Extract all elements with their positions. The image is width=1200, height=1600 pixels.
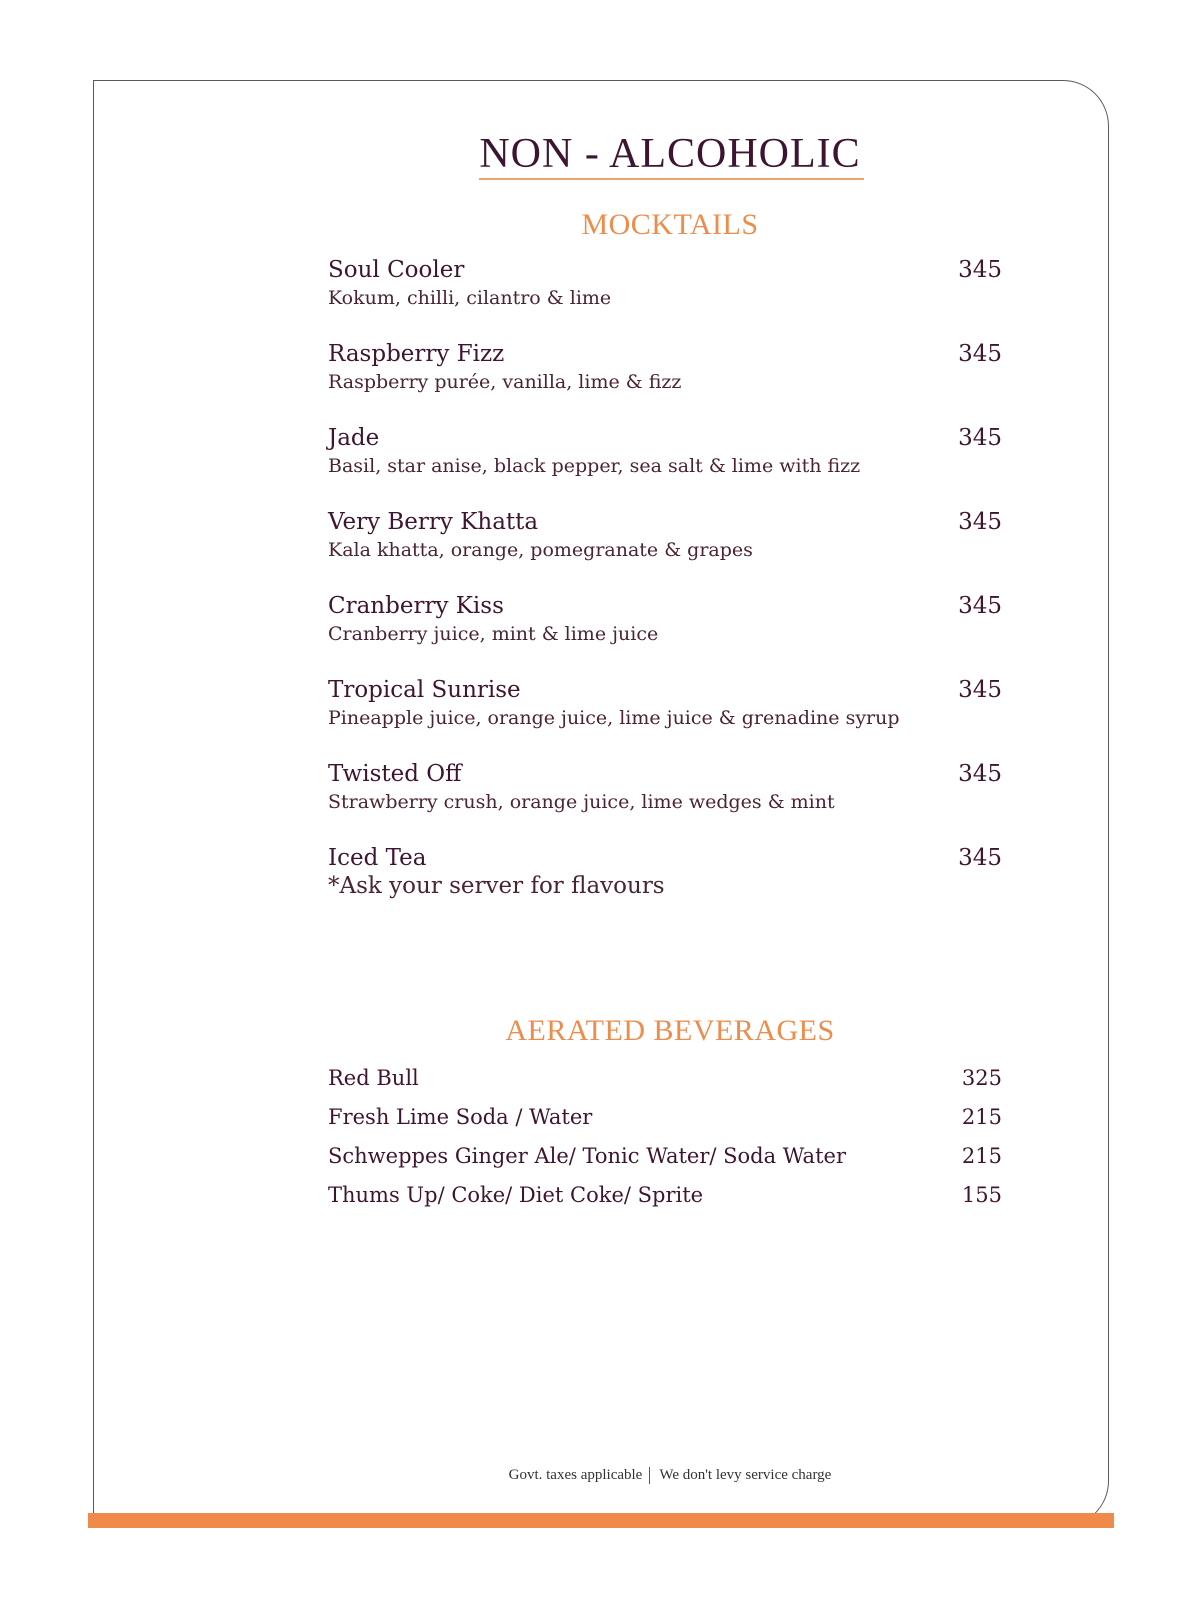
- item-description: Pineapple juice, orange juice, lime juice & grenadine syrup: [328, 707, 900, 729]
- menu-item: [328, 1142, 1002, 1172]
- menu-item: [328, 1181, 1002, 1211]
- item-description: Raspberry purée, vanilla, lime & fizz: [328, 371, 682, 393]
- menu-item: [328, 256, 1002, 312]
- item-description: Cranberry juice, mint & lime juice: [328, 623, 659, 645]
- item-name: Schweppes Ginger Ale/ Tonic Water/ Soda Water: [328, 1144, 846, 1168]
- menu-item: [328, 508, 1002, 564]
- item-name: Twisted Off: [328, 761, 462, 787]
- item-name: Jade: [328, 425, 380, 451]
- menu-item: [328, 592, 1002, 648]
- item-price: 345: [958, 845, 1002, 871]
- item-name: Very Berry Khatta: [328, 509, 539, 535]
- footer-divider: [649, 1467, 650, 1484]
- mocktails-heading: MOCKTAILS: [581, 208, 759, 241]
- item-name: Soul Cooler: [328, 257, 465, 283]
- item-description: Kala khatta, orange, pomegranate & grapes: [328, 539, 753, 561]
- aerated-heading: AERATED BEVERAGES: [505, 1014, 835, 1047]
- item-name: Cranberry Kiss: [328, 593, 504, 619]
- menu-item: [328, 340, 1002, 396]
- item-name: Tropical Sunrise: [328, 677, 521, 703]
- item-name: Iced Tea: [328, 845, 427, 871]
- bottom-accent-bar: [88, 1513, 1114, 1528]
- menu-item: [328, 676, 1002, 732]
- item-price: 155: [961, 1183, 1002, 1207]
- item-description: Strawberry crush, orange juice, lime wedges & mint: [328, 791, 835, 813]
- item-price: 345: [958, 257, 1002, 283]
- item-description: Kokum, chilli, cilantro & lime: [328, 287, 612, 309]
- item-price: 345: [958, 761, 1002, 787]
- item-name: Fresh Lime Soda / Water: [328, 1105, 593, 1129]
- item-price: 345: [958, 509, 1002, 535]
- item-price: 345: [958, 341, 1002, 367]
- item-name: Thums Up/ Coke/ Diet Coke/ Sprite: [328, 1183, 704, 1207]
- item-price: 215: [961, 1105, 1002, 1129]
- item-name: Red Bull: [328, 1066, 419, 1090]
- item-name: Raspberry Fizz: [328, 341, 505, 367]
- item-price: 325: [961, 1066, 1002, 1090]
- item-price: 345: [958, 593, 1002, 619]
- menu-item: [328, 760, 1002, 816]
- item-price: 345: [958, 677, 1002, 703]
- page-title: NON - ALCOHOLIC: [479, 131, 861, 177]
- footer-taxes: Govt. taxes applicable: [508, 1467, 643, 1483]
- item-price: 215: [961, 1144, 1002, 1168]
- menu-item: [328, 844, 1002, 900]
- menu-item: [328, 1103, 1002, 1133]
- title-underline: [479, 178, 864, 180]
- item-price: 345: [958, 425, 1002, 451]
- menu-item: [328, 1064, 1002, 1094]
- menu-item: [328, 424, 1002, 480]
- footer-note: [0, 1467, 1200, 1484]
- item-description: Basil, star anise, black pepper, sea salt & lime with fizz: [328, 455, 861, 477]
- footer-service-charge: We don't levy service charge: [659, 1467, 832, 1483]
- item-description: *Ask your server for flavours: [328, 873, 665, 899]
